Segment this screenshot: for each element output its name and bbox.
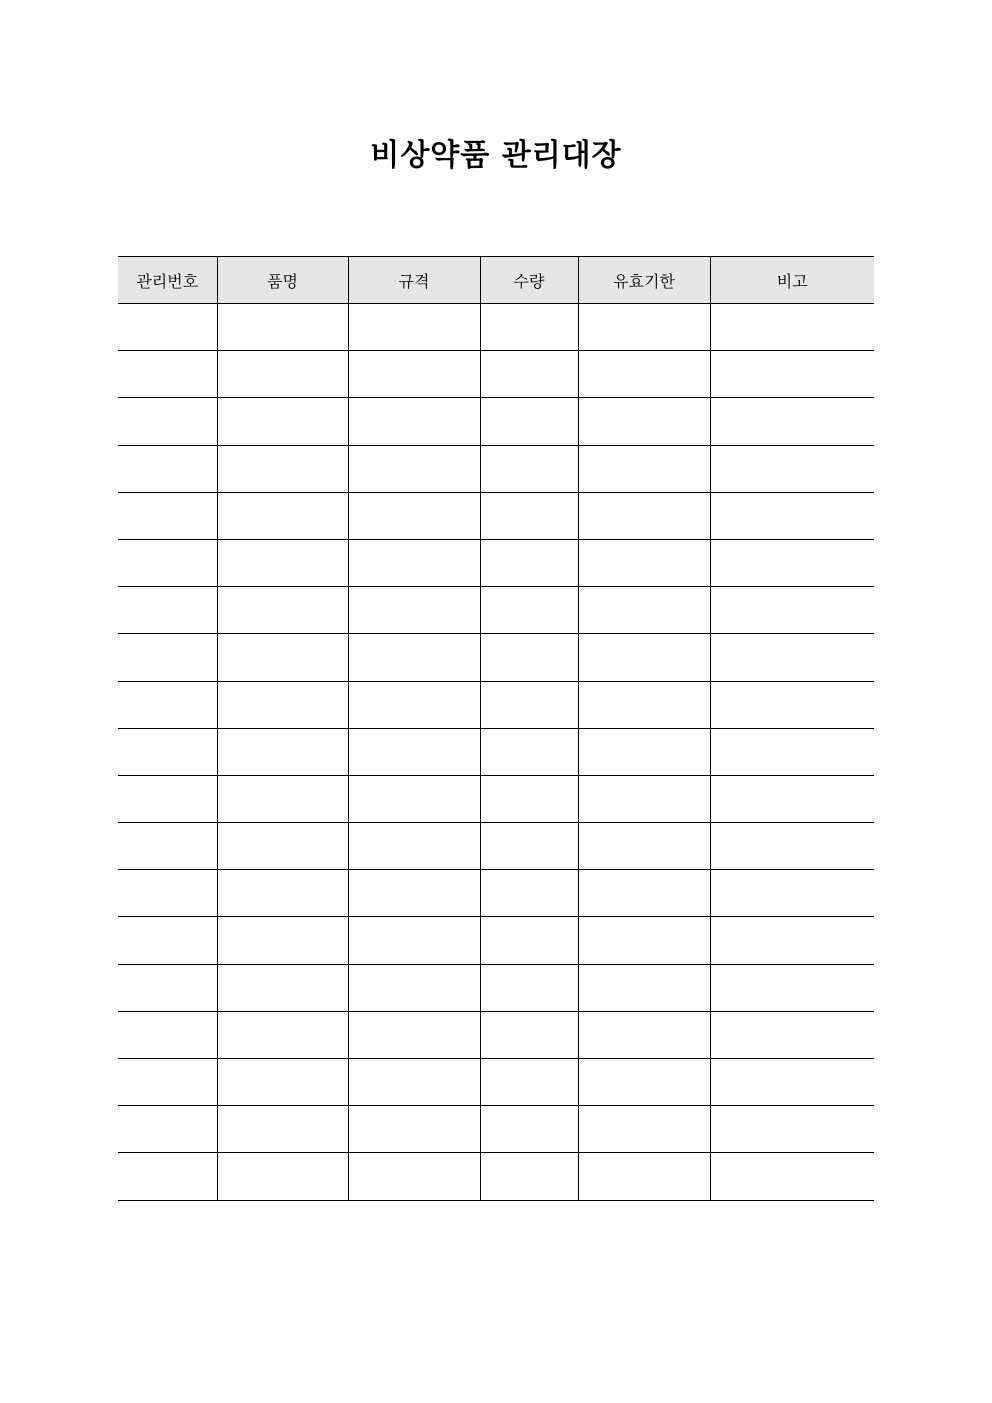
cell-management-number[interactable] [118,1059,217,1106]
cell-quantity[interactable] [480,304,578,351]
table-row [118,728,874,775]
cell-specification[interactable] [348,351,480,398]
cell-remarks[interactable] [710,775,874,822]
cell-expiry-date[interactable] [578,775,710,822]
cell-quantity[interactable] [480,917,578,964]
cell-remarks[interactable] [710,917,874,964]
table-body [118,304,874,1201]
cell-specification[interactable] [348,398,480,445]
cell-item-name[interactable] [217,398,348,445]
cell-expiry-date[interactable] [578,492,710,539]
cell-management-number[interactable] [118,917,217,964]
cell-remarks[interactable] [710,1106,874,1153]
cell-expiry-date[interactable] [578,398,710,445]
cell-specification[interactable] [348,823,480,870]
cell-specification[interactable] [348,728,480,775]
cell-specification[interactable] [348,1059,480,1106]
cell-expiry-date[interactable] [578,351,710,398]
table-row [118,1153,874,1200]
table-row [118,775,874,822]
cell-item-name[interactable] [217,445,348,492]
cell-specification[interactable] [348,587,480,634]
table-row [118,492,874,539]
cell-item-name[interactable] [217,1106,348,1153]
table-row [118,351,874,398]
cell-management-number[interactable] [118,445,217,492]
cell-management-number[interactable] [118,1106,217,1153]
cell-quantity[interactable] [480,964,578,1011]
cell-item-name[interactable] [217,728,348,775]
cell-specification[interactable] [348,445,480,492]
cell-quantity[interactable] [480,1059,578,1106]
cell-remarks[interactable] [710,964,874,1011]
cell-item-name[interactable] [217,964,348,1011]
table-row [118,634,874,681]
cell-quantity[interactable] [480,823,578,870]
cell-specification[interactable] [348,775,480,822]
cell-item-name[interactable] [217,1011,348,1058]
cell-specification[interactable] [348,634,480,681]
cell-specification[interactable] [348,1153,480,1200]
cell-item-name[interactable] [217,634,348,681]
cell-expiry-date[interactable] [578,1153,710,1200]
table-row [118,445,874,492]
cell-remarks[interactable] [710,587,874,634]
cell-quantity[interactable] [480,587,578,634]
cell-remarks[interactable] [710,681,874,728]
cell-remarks[interactable] [710,445,874,492]
cell-management-number[interactable] [118,1011,217,1058]
cell-expiry-date[interactable] [578,681,710,728]
cell-specification[interactable] [348,681,480,728]
cell-quantity[interactable] [480,728,578,775]
cell-remarks[interactable] [710,728,874,775]
cell-management-number[interactable] [118,351,217,398]
cell-expiry-date[interactable] [578,870,710,917]
cell-quantity[interactable] [480,398,578,445]
cell-item-name[interactable] [217,587,348,634]
cell-remarks[interactable] [710,1153,874,1200]
table-row [118,1059,874,1106]
table-row [118,398,874,445]
cell-quantity[interactable] [480,445,578,492]
cell-quantity[interactable] [480,870,578,917]
cell-remarks[interactable] [710,870,874,917]
cell-specification[interactable] [348,539,480,586]
cell-remarks[interactable] [710,634,874,681]
cell-quantity[interactable] [480,1106,578,1153]
cell-item-name[interactable] [217,304,348,351]
cell-item-name[interactable] [217,492,348,539]
cell-specification[interactable] [348,917,480,964]
cell-item-name[interactable] [217,539,348,586]
cell-expiry-date[interactable] [578,728,710,775]
cell-remarks[interactable] [710,539,874,586]
cell-quantity[interactable] [480,634,578,681]
cell-item-name[interactable] [217,681,348,728]
cell-management-number[interactable] [118,1153,217,1200]
cell-quantity[interactable] [480,351,578,398]
cell-management-number[interactable] [118,870,217,917]
cell-management-number[interactable] [118,398,217,445]
cell-expiry-date[interactable] [578,1011,710,1058]
cell-management-number[interactable] [118,775,217,822]
cell-quantity[interactable] [480,775,578,822]
cell-management-number[interactable] [118,728,217,775]
table-row [118,304,874,351]
column-header-quantity: 수량 [480,257,578,304]
table-row [118,539,874,586]
cell-item-name[interactable] [217,1059,348,1106]
cell-management-number[interactable] [118,539,217,586]
cell-remarks[interactable] [710,492,874,539]
cell-specification[interactable] [348,1011,480,1058]
cell-specification[interactable] [348,1106,480,1153]
cell-remarks[interactable] [710,1059,874,1106]
cell-specification[interactable] [348,870,480,917]
cell-quantity[interactable] [480,681,578,728]
cell-quantity[interactable] [480,539,578,586]
cell-remarks[interactable] [710,823,874,870]
table-row [118,823,874,870]
column-header-expiry-date: 유효기한 [578,257,710,304]
column-header-item-name: 품명 [217,257,348,304]
cell-management-number[interactable] [118,304,217,351]
cell-management-number[interactable] [118,964,217,1011]
column-header-specification: 규격 [348,257,480,304]
cell-specification[interactable] [348,304,480,351]
cell-remarks[interactable] [710,351,874,398]
header-row [118,257,874,304]
cell-management-number[interactable] [118,492,217,539]
cell-item-name[interactable] [217,1153,348,1200]
cell-specification[interactable] [348,492,480,539]
cell-specification[interactable] [348,964,480,1011]
cell-quantity[interactable] [480,1153,578,1200]
cell-expiry-date[interactable] [578,539,710,586]
page-title: 비상약품 관리대장 [370,138,622,173]
table-row [118,681,874,728]
cell-expiry-date[interactable] [578,964,710,1011]
cell-quantity[interactable] [480,492,578,539]
cell-management-number[interactable] [118,634,217,681]
cell-expiry-date[interactable] [578,1059,710,1106]
cell-expiry-date[interactable] [578,634,710,681]
cell-management-number[interactable] [118,587,217,634]
column-header-management-number: 관리번호 [118,257,217,304]
cell-remarks[interactable] [710,1011,874,1058]
table-row [118,917,874,964]
cell-expiry-date[interactable] [578,1106,710,1153]
table-row [118,870,874,917]
cell-management-number[interactable] [118,681,217,728]
cell-expiry-date[interactable] [578,823,710,870]
table-row [118,964,874,1011]
cell-item-name[interactable] [217,351,348,398]
cell-remarks[interactable] [710,398,874,445]
cell-expiry-date[interactable] [578,445,710,492]
table-row [118,1011,874,1058]
cell-item-name[interactable] [217,917,348,964]
medicine-ledger-table [118,256,874,1201]
cell-expiry-date[interactable] [578,304,710,351]
cell-item-name[interactable] [217,823,348,870]
cell-expiry-date[interactable] [578,587,710,634]
cell-remarks[interactable] [710,304,874,351]
cell-item-name[interactable] [217,870,348,917]
table-row [118,1106,874,1153]
cell-quantity[interactable] [480,1011,578,1058]
cell-expiry-date[interactable] [578,917,710,964]
column-header-remarks: 비고 [710,257,874,304]
table-row [118,587,874,634]
cell-management-number[interactable] [118,823,217,870]
cell-item-name[interactable] [217,775,348,822]
